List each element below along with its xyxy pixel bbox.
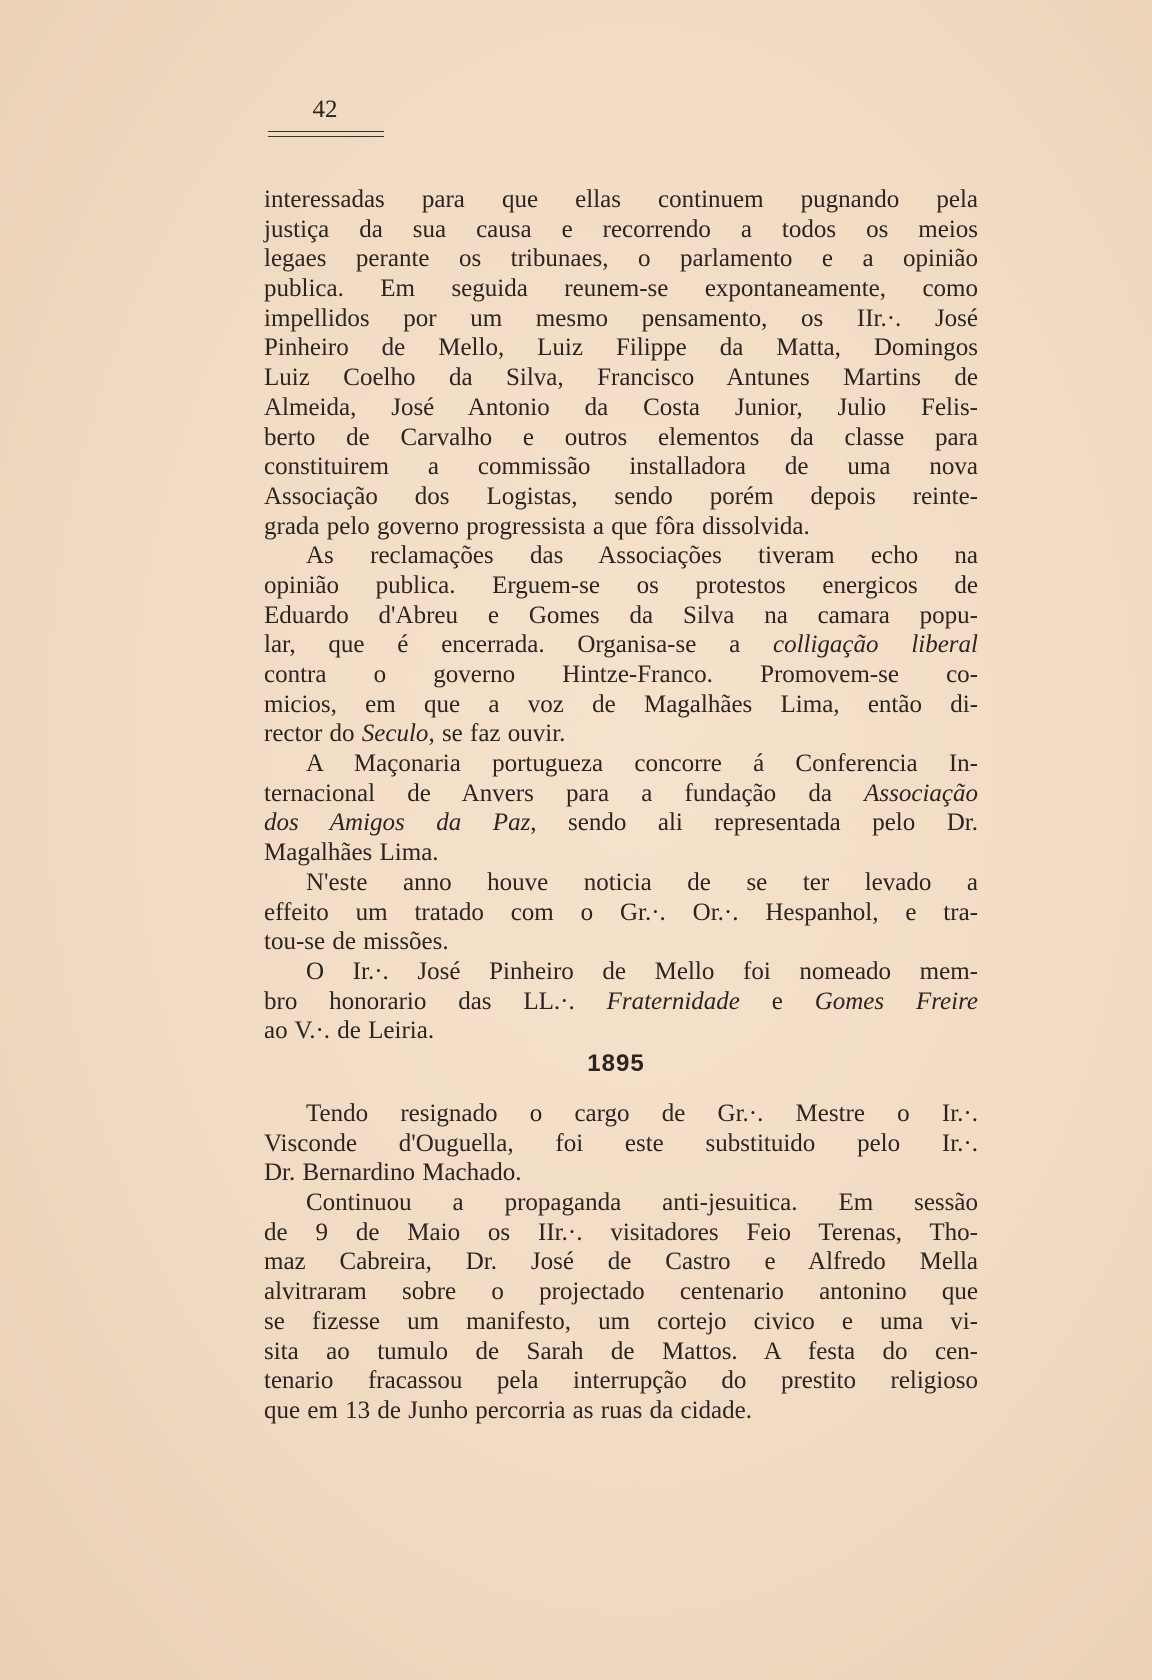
text-line: Eduardo d'Abreu e Gomes da Silva na camara popu-	[264, 601, 978, 629]
text-line: As reclamações das Associações tiveram echo na	[306, 542, 978, 570]
text-line: grada pelo governo progressista a que fôra dissolvida.	[264, 512, 810, 540]
text-line: interessadas para que ellas continuem pugnando pela	[264, 186, 978, 213]
text-line: publica. Em seguida reunem-se expontaneamente, como	[264, 275, 978, 303]
text-line: Visconde d'Ouguella, foi este substituido pelo Ir.·.	[264, 1129, 978, 1157]
page-number-double-rule	[268, 131, 384, 137]
text-line: justiça da sua causa e recorrendo a todos os meios	[264, 215, 978, 243]
italic-title: Gomes Freire	[814, 987, 978, 1015]
text-line: effeito um tratado com o Gr.·. Or.·. Hespanhol, e tra-	[264, 898, 978, 926]
text-line: Associação dos Logistas, sendo porém depois reinte-	[264, 482, 978, 510]
text-line: constituirem a commissão installadora de uma nova	[264, 453, 978, 481]
italic-title: dos Amigos da Paz	[264, 809, 531, 837]
text-line: Magalhães Lima.	[264, 839, 439, 867]
text-line: A Maçonaria portugueza concorre á Conferencia In-	[306, 750, 978, 778]
text-line: impellidos por um mesmo pensamento, os IIr.·. José	[264, 304, 978, 332]
text-line: rector do Seculo, se faz ouvir.	[264, 720, 566, 748]
text-line: ternacional de Anvers para a fundação da Associação	[264, 779, 978, 807]
text-line: que em 13 de Junho percorria as ruas da cidade.	[264, 1396, 752, 1424]
body-text-before-1895	[264, 185, 978, 1046]
text-line: maz Cabreira, Dr. José de Castro e Alfredo Mella	[264, 1248, 978, 1276]
text-line: Pinheiro de Mello, Luiz Filippe da Matta, Domingos	[264, 334, 978, 362]
italic-title: colligação liberal	[773, 631, 978, 659]
text-line: micios, em que a voz de Magalhães Lima, então di-	[264, 690, 978, 718]
text-line: N'este anno houve noticia de se ter levado a	[306, 868, 978, 896]
year-heading: 1895	[587, 1050, 645, 1077]
body-text-1895	[264, 1099, 978, 1426]
text-line: bro honorario das LL.·. Fraternidade e Gomes Freire	[264, 987, 978, 1015]
text-line: dos Amigos da Paz, sendo ali representada pelo Dr.	[264, 809, 978, 837]
text-line: lar, que é encerrada. Organisa-se a colligação liberal	[264, 631, 978, 659]
text-line: sita ao tumulo de Sarah de Mattos. A festa do cen-	[264, 1337, 978, 1365]
text-line: Luiz Coelho da Silva, Francisco Antunes Martins de	[264, 364, 978, 392]
text-line: de 9 de Maio os IIr.·. visitadores Feio Terenas, Tho-	[264, 1218, 978, 1246]
text-line: ao V.·. de Leiria.	[264, 1017, 435, 1045]
text-line: Tendo resignado o cargo de Gr.·. Mestre o Ir.·.	[306, 1100, 978, 1127]
italic-title: Fraternidade	[606, 987, 740, 1015]
text-line: opinião publica. Erguem-se os protestos energicos de	[264, 571, 978, 599]
italic-title: Seculo	[361, 720, 429, 748]
text-line: legaes perante os tribunaes, o parlamento e a opinião	[264, 245, 978, 273]
text-line: contra o governo Hintze-Franco. Promovem-se co-	[264, 661, 978, 688]
page-number: 42	[312, 96, 338, 123]
text-line: tenario fracassou pela interrupção do prestito religioso	[264, 1367, 978, 1395]
text-line: Continuou a propaganda anti-jesuitica. Em sessão	[306, 1189, 978, 1217]
text-line: tou-se de missões.	[264, 928, 449, 956]
text-line: O Ir.·. José Pinheiro de Mello foi nomeado mem-	[306, 957, 978, 985]
text-line: Dr. Bernardino Machado.	[264, 1159, 522, 1187]
text-line: berto de Carvalho e outros elementos da classe para	[264, 423, 978, 451]
text-line: Almeida, José Antonio da Costa Junior, Julio Felis-	[264, 393, 978, 421]
italic-title: Associação	[864, 779, 978, 807]
text-line: alvitraram sobre o projectado centenario antonino que	[264, 1278, 978, 1306]
text-line: se fizesse um manifesto, um cortejo civico e uma vi-	[264, 1307, 978, 1335]
